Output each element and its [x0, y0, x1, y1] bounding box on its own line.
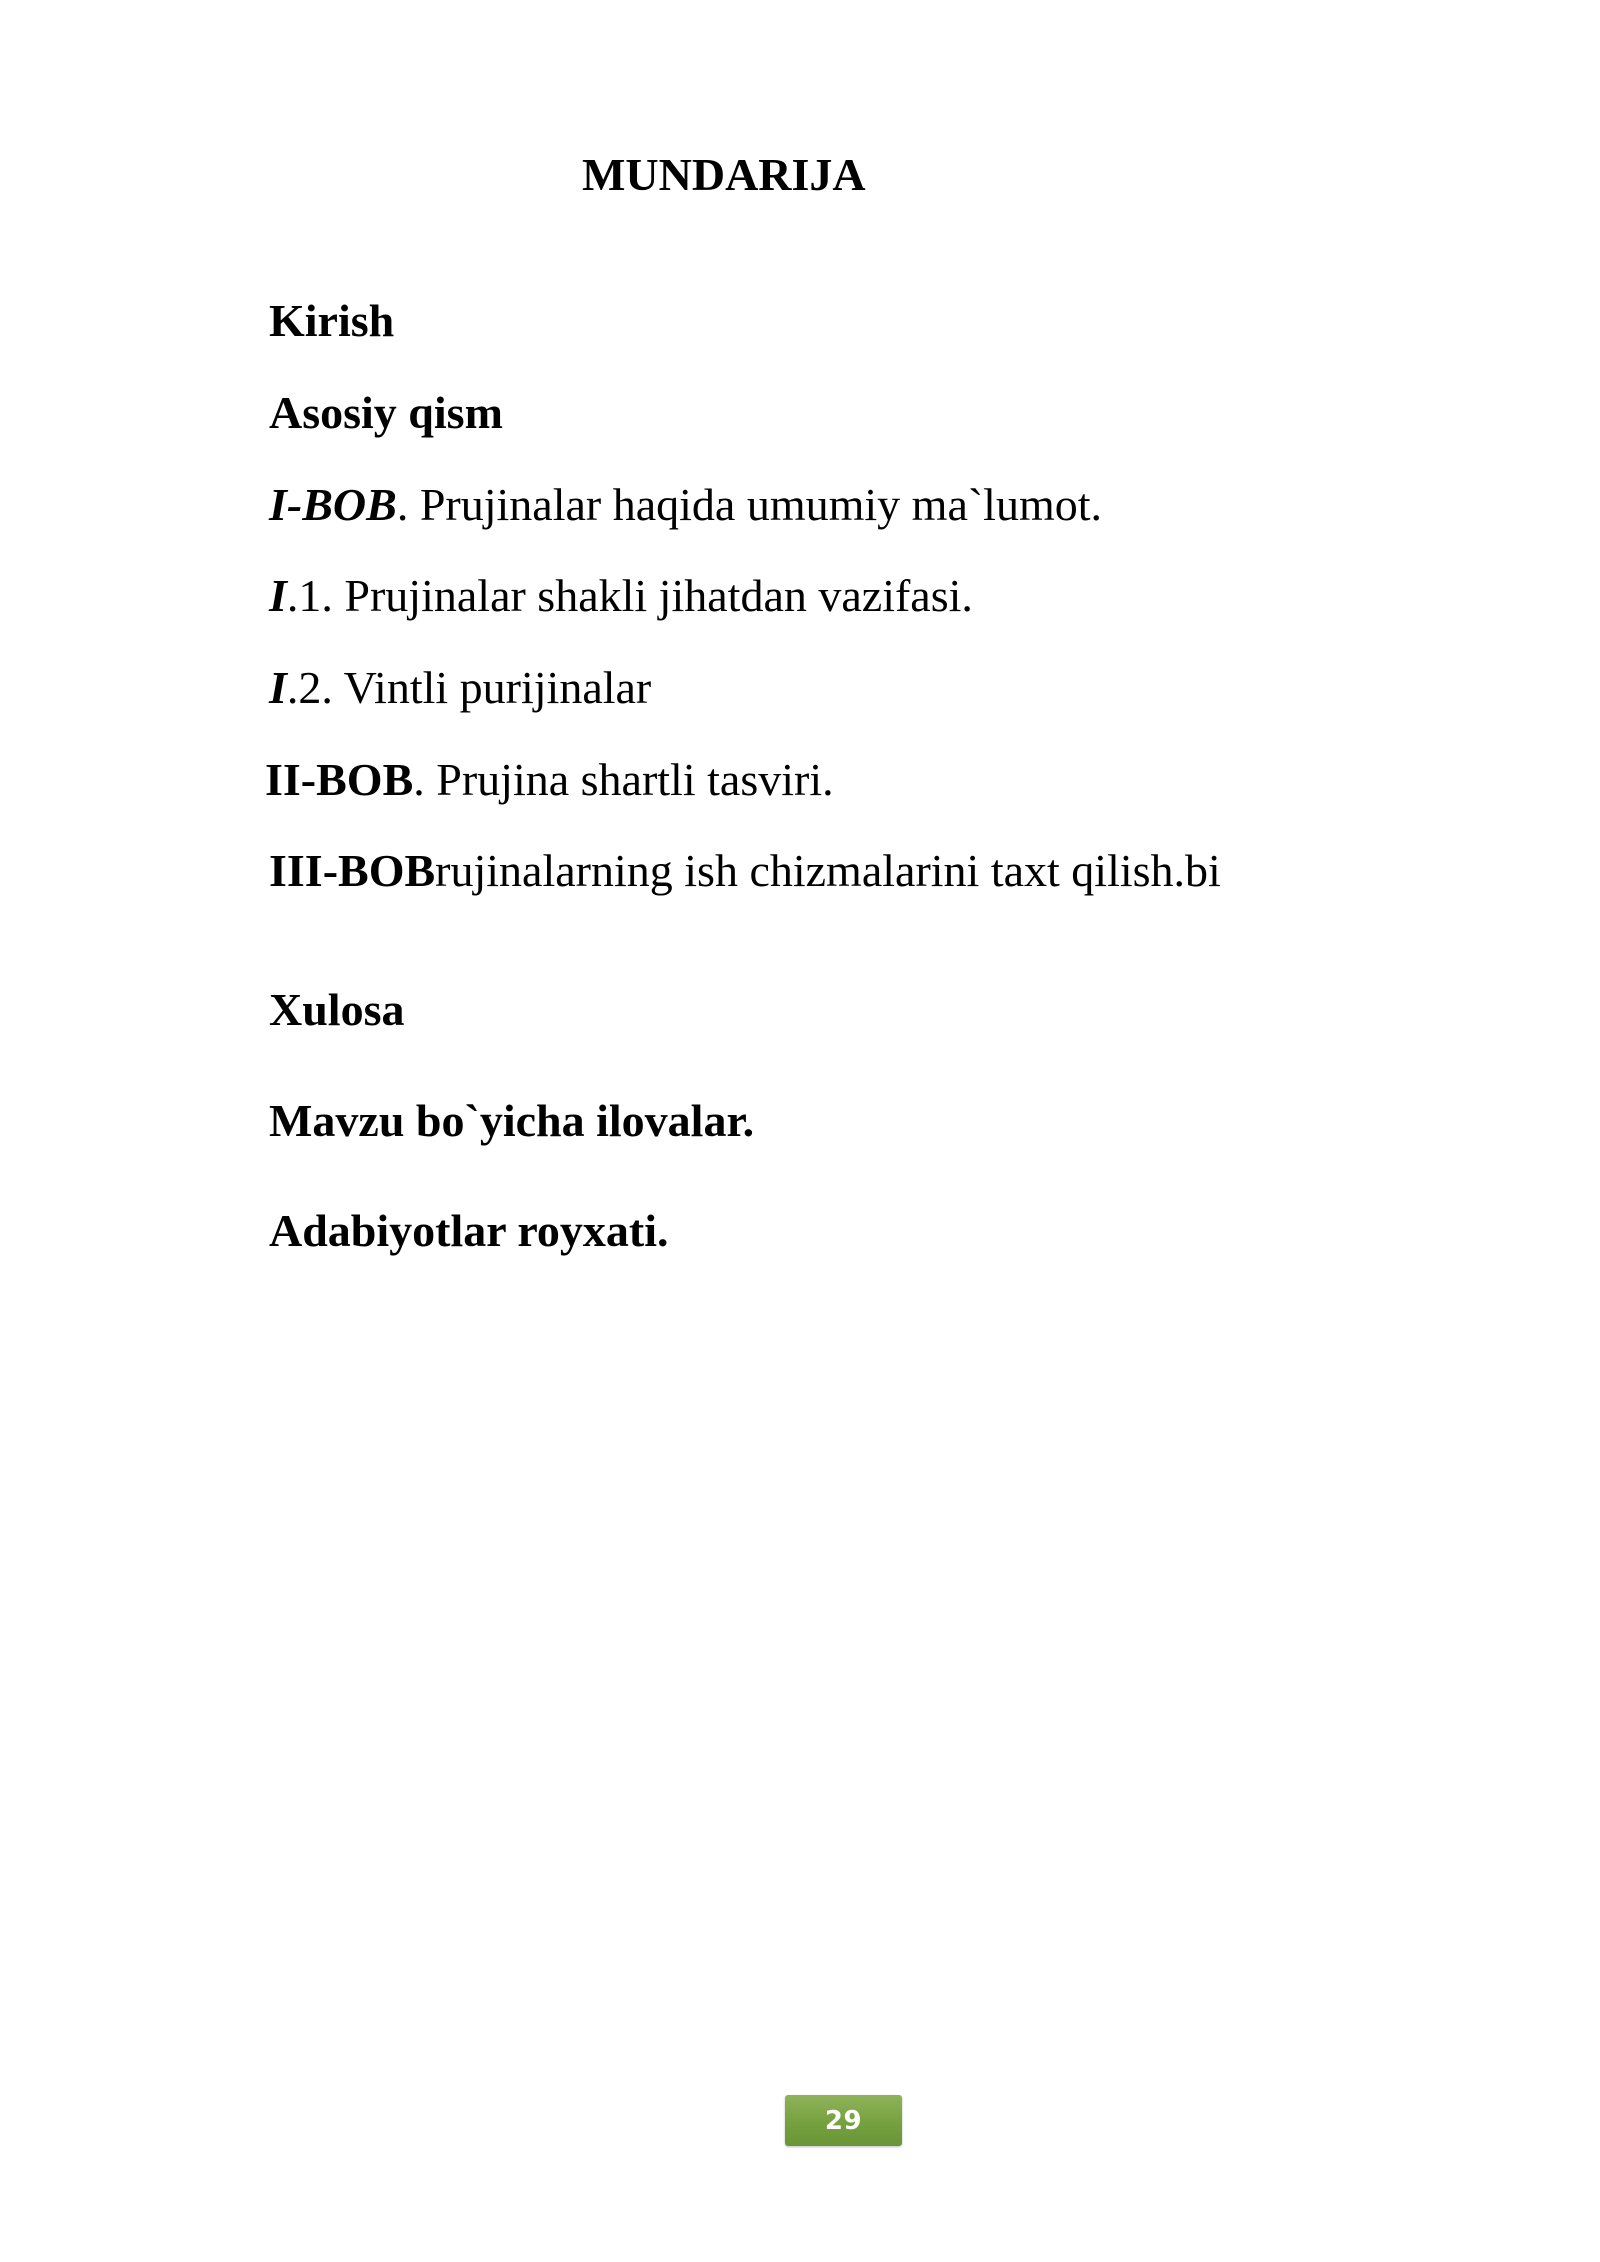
toc-text: . Prujinalar haqida umumiy ma`lumot. [396, 479, 1103, 530]
toc-item-ilovalar: Mavzu bo`yicha ilovalar. [269, 1095, 755, 1146]
page-title: MUNDARIJA [582, 149, 866, 200]
page-number: 29 [824, 2105, 863, 2136]
toc-label: I-BOB [269, 479, 397, 530]
toc-item-adabiyotlar: Adabiyotlar royxati. [269, 1205, 669, 1256]
toc-item-xulosa: Xulosa [269, 984, 405, 1035]
toc-item-bob-2 [265, 754, 834, 805]
toc-item-section-1-2 [269, 662, 652, 713]
toc-label: I [269, 570, 287, 621]
toc-text: .1. Prujinalar shakli jihatdan vazifasi. [286, 570, 973, 621]
toc-item-section-1-1 [269, 570, 973, 621]
page-number-badge [785, 2095, 902, 2146]
toc-label: I [269, 662, 287, 713]
toc-text: . Prujina shartli tasviri. [413, 754, 834, 805]
toc-label: II-BOB [265, 754, 414, 805]
toc-item-asosiy-qism: Asosiy qism [269, 387, 503, 438]
toc-item-bob-3 [269, 845, 1221, 896]
toc-text: rujinalarning ish chizmalarini taxt qilish.bi [435, 845, 1221, 896]
toc-text: .2. Vintli purijinalar [286, 662, 652, 713]
toc-item-kirish: Kirish [269, 295, 395, 346]
toc-item-bob-1 [269, 479, 1103, 530]
toc-label: III-BOB [269, 845, 436, 896]
